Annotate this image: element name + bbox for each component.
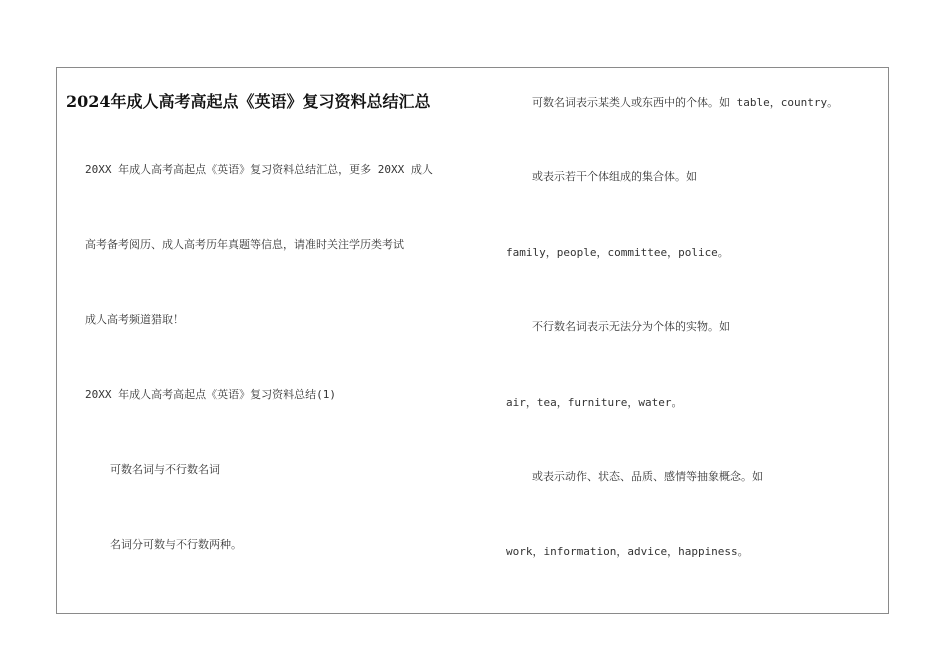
- left-paragraph-line: 成人高考频道猎取！: [85, 313, 184, 326]
- left-paragraph-line: 名词分可数与不行数两种。: [110, 538, 242, 551]
- right-paragraph-line: 可数名词表示某类人或东西中的个体。如 table，country。: [532, 96, 839, 109]
- section-heading: 20XX 年成人高考高起点《英语》复习资料总结(1): [85, 388, 336, 401]
- right-paragraph-line: work，information，advice，happiness。: [506, 545, 749, 558]
- document-title: 2024年成人高考高起点《英语》复习资料总结汇总: [66, 92, 431, 111]
- page-frame: [56, 67, 889, 614]
- right-paragraph-line: 或表示动作、状态、品质、感情等抽象概念。如: [532, 470, 763, 483]
- right-paragraph-line: family，people，committee，police。: [506, 246, 729, 259]
- left-paragraph-line: 20XX 年成人高考高起点《英语》复习资料总结汇总，更多 20XX 成人: [85, 163, 433, 176]
- left-paragraph-line: 高考备考阅历、成人高考历年真题等信息，请准时关注学历类考试: [85, 238, 404, 251]
- subsection-heading: 可数名词与不行数名词: [110, 463, 220, 476]
- right-paragraph-line: 不行数名词表示无法分为个体的实物。如: [532, 320, 730, 333]
- right-paragraph-line: air，tea，furniture，water。: [506, 396, 683, 409]
- right-paragraph-line: 或表示若干个体组成的集合体。如: [532, 170, 697, 183]
